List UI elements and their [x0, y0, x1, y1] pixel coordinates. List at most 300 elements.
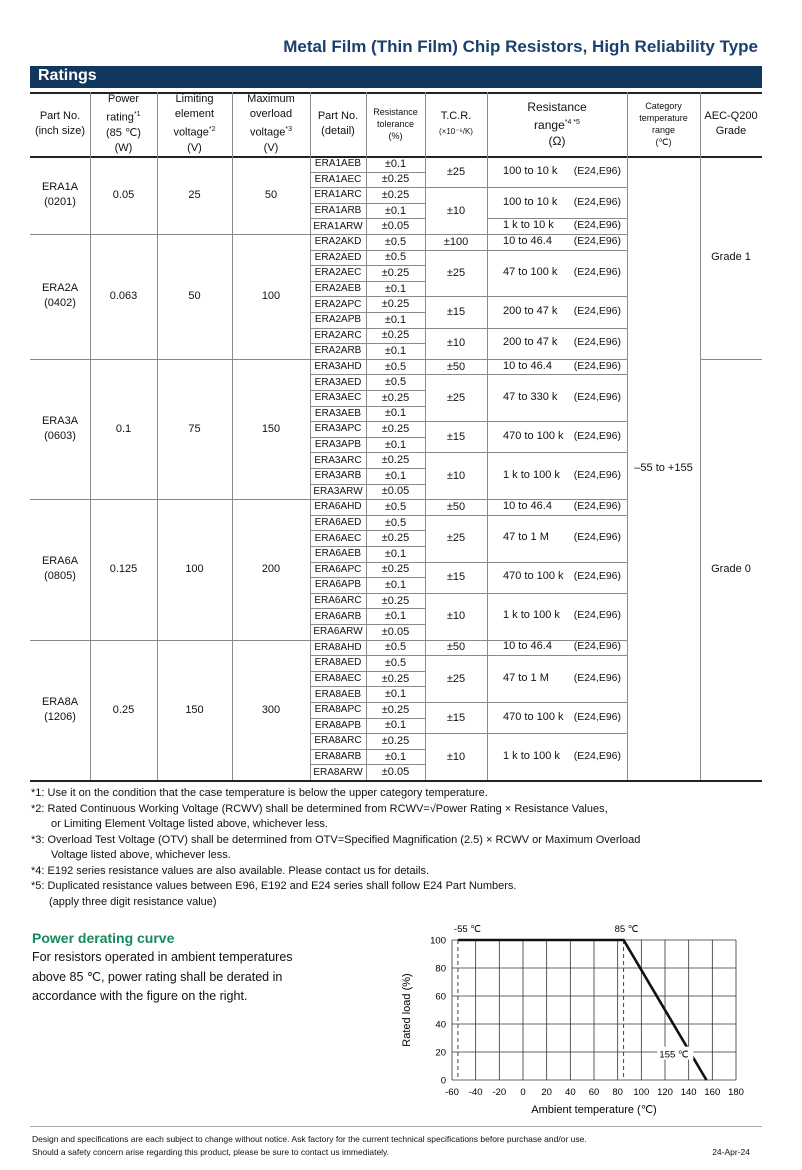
y-tick-label: 0	[440, 1075, 446, 1087]
table-rule	[425, 92, 426, 780]
table-rule	[310, 421, 425, 422]
table-rule	[425, 328, 627, 329]
header-aec-grade: AEC-Q200 Grade	[704, 110, 758, 137]
footnote-line: or Limiting Element Voltage listed above, whichever less.	[51, 818, 328, 830]
part-no: ERA2A	[41, 282, 79, 295]
range-series: (E24,E96)	[573, 749, 621, 762]
annotation-max-temp: 155 ℃	[659, 1049, 689, 1061]
part-no: ERA3A	[41, 414, 79, 427]
tolerance-cell: ±0.1	[384, 438, 407, 451]
range-series: (E24,E96)	[573, 671, 621, 684]
table-rule	[310, 374, 425, 375]
range-series: (E24,E96)	[573, 265, 621, 278]
table-rule	[310, 452, 425, 453]
table-rule	[310, 671, 425, 672]
power-rating-cell: 0.05	[112, 189, 135, 201]
table-rule	[487, 92, 488, 780]
tolerance-cell: ±0.1	[384, 344, 407, 357]
resistance-range-cell	[487, 328, 627, 359]
part-detail-cell: ERA6ARC	[314, 595, 362, 607]
x-axis-label: Ambient temperature (℃)	[531, 1104, 657, 1116]
header-part-detail: Part No. (detail)	[317, 110, 359, 137]
part-detail-cell: ERA8AHD	[314, 641, 362, 653]
part-detail-cell: ERA6APC	[314, 563, 362, 575]
range-series: (E24,E96)	[573, 336, 621, 349]
x-tick-label: 40	[565, 1087, 576, 1098]
range-value: 200 to 47 k	[503, 336, 558, 349]
tolerance-cell: ±0.1	[384, 204, 407, 217]
table-rule	[627, 92, 628, 780]
table-rule	[425, 515, 627, 516]
derating-title: Power derating curve	[32, 930, 175, 946]
table-rule	[310, 343, 425, 344]
y-tick-label: 60	[435, 991, 446, 1003]
resistance-range-cell	[487, 655, 627, 702]
header-tcr: T.C.R. (×10⁻⁶/K)	[439, 110, 473, 136]
table-rule	[310, 406, 425, 407]
table-rule	[310, 733, 425, 734]
x-tick-label: 0	[520, 1087, 526, 1098]
derating-description: For resistors operated in ambient temperatures above 85 ℃, power rating shall be derated in accordance with the figure on the right.	[32, 950, 293, 1003]
tolerance-cell: ±0.05	[381, 766, 410, 779]
table-rule	[425, 187, 627, 188]
tolerance-cell: ±0.1	[384, 578, 407, 591]
tolerance-cell: ±0.25	[381, 454, 410, 467]
x-tick-label: -20	[492, 1087, 507, 1098]
resistance-range-cell	[487, 296, 627, 327]
tolerance-cell: ±0.25	[381, 188, 410, 201]
tcr-cell: ±50	[446, 360, 466, 373]
part-detail-cell: ERA8ARB	[314, 751, 362, 763]
table-rule	[232, 92, 233, 780]
tolerance-cell: ±0.5	[384, 251, 407, 264]
range-value: 47 to 100 k	[503, 265, 558, 278]
category-temp-cell: –55 to +155	[634, 462, 693, 474]
range-series: (E24,E96)	[573, 359, 621, 372]
part-detail-cell: ERA1ARC	[314, 189, 362, 201]
range-value: 1 k to 100 k	[503, 468, 560, 481]
annotation-low-temp: -55 ℃	[453, 924, 481, 935]
tolerance-cell: ±0.25	[381, 703, 410, 716]
table-rule	[310, 718, 425, 719]
range-series: (E24,E96)	[573, 164, 621, 177]
range-value: 1 k to 10 k	[503, 219, 554, 232]
table-rule	[310, 749, 425, 750]
part-detail-cell: ERA6ARW	[313, 626, 363, 638]
tolerance-cell: ±0.25	[381, 298, 410, 311]
tcr-cell: ±15	[446, 711, 466, 724]
part-detail-cell: ERA2APC	[314, 298, 362, 310]
tcr-cell: ±15	[446, 571, 466, 584]
part-size-cell	[30, 359, 90, 499]
header-resistance-range: Resistance range$^{*4 *5}$ (Ω)	[527, 100, 587, 148]
table-rule	[310, 203, 425, 204]
tcr-cell: ±50	[446, 500, 466, 513]
tolerance-cell: ±0.5	[384, 235, 407, 248]
part-detail-cell: ERA6ARB	[314, 610, 362, 622]
table-rule	[310, 624, 425, 625]
tolerance-cell: ±0.1	[384, 610, 407, 623]
range-value: 10 to 46.4	[503, 359, 552, 372]
part-detail-cell: ERA3AEB	[314, 407, 362, 419]
table-rule	[310, 484, 425, 485]
resistance-range-cell	[487, 421, 627, 452]
range-series: (E24,E96)	[573, 570, 621, 583]
power-rating-cell: 0.1	[115, 422, 132, 435]
range-series: (E24,E96)	[573, 640, 621, 653]
part-detail-cell: ERA1ARW	[313, 220, 363, 232]
tcr-cell: ±10	[446, 610, 466, 623]
overload-voltage-cell: 50	[264, 189, 278, 201]
tolerance-cell: ±0.05	[381, 220, 410, 233]
range-series: (E24,E96)	[573, 219, 621, 232]
range-series: (E24,E96)	[573, 195, 621, 208]
resistance-range-cell	[487, 499, 627, 515]
table-rule	[425, 655, 627, 656]
part-size-cell	[30, 234, 90, 359]
overload-voltage-cell: 200	[261, 563, 281, 576]
table-rule	[310, 764, 425, 765]
inch-size: (0805)	[44, 570, 76, 583]
part-detail-cell: ERA3AHD	[314, 361, 362, 373]
part-detail-cell: ERA1ARB	[314, 205, 362, 217]
footer-divider	[30, 1126, 762, 1127]
table-rule	[310, 686, 425, 687]
resistance-range-cell	[487, 359, 627, 375]
inch-size: (0201)	[44, 196, 76, 208]
table-rule	[425, 374, 627, 375]
aec-grade-cell: Grade 1	[711, 251, 751, 264]
tolerance-cell: ±0.1	[384, 719, 407, 732]
x-tick-label: 160	[704, 1087, 721, 1098]
table-rule	[310, 577, 425, 578]
range-series: (E24,E96)	[573, 468, 621, 481]
power-rating-cell: 0.063	[109, 290, 138, 303]
table-rule	[30, 780, 627, 782]
tolerance-cell: ±0.1	[384, 547, 407, 560]
ratings-table	[30, 92, 762, 778]
x-tick-label: -40	[468, 1087, 483, 1098]
part-detail-cell: ERA2AEB	[314, 283, 362, 295]
tolerance-cell: ±0.05	[381, 625, 410, 638]
resistance-range-cell	[487, 156, 627, 187]
part-no: ERA1A	[41, 181, 79, 193]
power-rating-cell: 0.125	[109, 563, 138, 576]
part-detail-cell: ERA6AED	[314, 517, 362, 529]
resistance-range-cell	[487, 234, 627, 250]
derating-chart	[394, 915, 754, 1125]
part-detail-cell: ERA8APB	[314, 719, 362, 731]
range-series: (E24,E96)	[573, 429, 621, 442]
table-rule	[310, 281, 425, 282]
tolerance-cell: ±0.1	[384, 688, 407, 701]
resistance-range-cell	[487, 702, 627, 733]
table-rule	[310, 562, 425, 563]
table-rule	[30, 92, 762, 94]
footnote-line: *1: Use it on the condition that the case temperature is below the upper category temperature.	[31, 787, 488, 799]
range-value: 470 to 100 k	[503, 710, 564, 723]
limiting-voltage-cell: 25	[188, 189, 201, 201]
part-detail-cell: ERA3ARW	[313, 485, 363, 497]
part-detail-cell: ERA8AED	[314, 657, 362, 669]
table-rule	[425, 452, 627, 453]
range-value: 470 to 100 k	[503, 570, 564, 583]
part-detail-cell: ERA1AEB	[314, 158, 362, 170]
table-rule	[310, 515, 425, 516]
tcr-cell: ±10	[446, 204, 466, 217]
aec-grade-cell: Grade 0	[711, 563, 751, 576]
table-rule	[425, 733, 627, 734]
table-rule	[310, 546, 425, 547]
header-tolerance: Resistance tolerance (%)	[373, 107, 418, 141]
part-detail-cell: ERA3APC	[314, 423, 362, 435]
table-rule	[627, 780, 762, 782]
range-value: 100 to 10 k	[503, 164, 558, 177]
table-rule	[310, 655, 425, 656]
resistance-range-cell	[487, 640, 627, 656]
table-rule	[310, 390, 425, 391]
tcr-cell: ±50	[446, 641, 466, 654]
y-tick-label: 100	[430, 935, 446, 947]
tolerance-cell: ±0.1	[384, 282, 407, 295]
tolerance-cell: ±0.5	[384, 516, 407, 529]
table-rule	[310, 468, 425, 469]
resistance-range-cell	[487, 452, 627, 499]
part-detail-cell: ERA2AEC	[314, 267, 362, 279]
part-detail-cell: ERA6AEB	[314, 548, 362, 560]
table-rule	[310, 593, 425, 594]
part-detail-cell: ERA8APC	[314, 704, 362, 716]
footnotes	[31, 786, 771, 910]
tcr-cell: ±10	[446, 469, 466, 482]
section-title: Ratings	[38, 67, 97, 84]
table-rule	[310, 312, 425, 313]
part-detail-cell: ERA2ARC	[314, 329, 362, 341]
table-rule	[425, 702, 627, 703]
part-detail-cell: ERA6AHD	[314, 501, 362, 513]
table-rule	[425, 562, 627, 563]
tolerance-cell: ±0.25	[381, 266, 410, 279]
power-rating-cell: 0.25	[112, 703, 135, 716]
table-rule	[425, 593, 627, 594]
tcr-cell: ±100	[443, 235, 469, 248]
part-detail-cell: ERA3ARC	[314, 454, 362, 466]
part-detail-cell: ERA3ARB	[314, 470, 362, 482]
x-tick-label: 20	[541, 1087, 552, 1098]
range-value: 1 k to 100 k	[503, 609, 560, 622]
x-tick-label: 180	[728, 1087, 744, 1098]
resistance-range-cell	[487, 562, 627, 593]
tcr-cell: ±25	[446, 266, 466, 279]
tcr-cell: ±10	[446, 337, 466, 350]
range-value: 470 to 100 k	[503, 429, 564, 442]
table-rule	[366, 92, 367, 780]
footnote-line: *2: Rated Continuous Working Voltage (RCWV) shall be determined from RCWV=√Power Rating × Resistance Values,	[31, 802, 608, 815]
limiting-voltage-cell: 75	[188, 422, 201, 435]
tolerance-cell: ±0.25	[381, 173, 410, 186]
limiting-voltage-cell: 150	[185, 703, 204, 716]
part-detail-cell: ERA1AEC	[314, 173, 362, 185]
x-tick-label: 120	[657, 1087, 673, 1098]
range-series: (E24,E96)	[573, 531, 621, 544]
part-detail-cell: ERA6AEC	[314, 532, 362, 544]
table-rule	[310, 608, 425, 609]
tcr-cell: ±25	[446, 672, 466, 685]
table-rule	[90, 92, 91, 780]
range-value: 1 k to 100 k	[503, 749, 560, 762]
range-value: 10 to 46.4	[503, 640, 552, 653]
part-detail-cell: ERA3AED	[314, 376, 362, 388]
limiting-voltage-cell: 50	[188, 290, 201, 303]
tolerance-cell: ±0.1	[384, 469, 407, 482]
tolerance-cell: ±0.5	[384, 360, 407, 373]
header-category-temp: Category temperature range (℃)	[639, 101, 688, 147]
table-rule	[310, 92, 311, 780]
range-value: 10 to 46.4	[503, 234, 552, 247]
footer-line-1: Design and specifications are each subject to change without notice. Ask factory for the current technical specifications before purchase and/or use.	[32, 1134, 587, 1144]
annotation-knee-temp: 85 ℃	[614, 924, 639, 935]
inch-size: (0402)	[44, 297, 76, 310]
table-rule	[310, 702, 425, 703]
tolerance-cell: ±0.5	[384, 376, 407, 389]
tcr-cell: ±25	[446, 532, 466, 545]
resistance-range-cell	[487, 515, 627, 562]
tolerance-cell: ±0.25	[381, 594, 410, 607]
overload-voltage-cell: 150	[261, 422, 281, 435]
x-tick-label: 80	[612, 1087, 623, 1098]
range-series: (E24,E96)	[573, 609, 621, 622]
range-value: 10 to 46.4	[503, 499, 552, 512]
range-series: (E24,E96)	[573, 304, 621, 317]
part-detail-cell: ERA6APB	[314, 579, 362, 591]
tcr-cell: ±25	[446, 165, 466, 178]
tolerance-cell: ±0.25	[381, 734, 410, 747]
resistance-range-cell	[487, 374, 627, 421]
resistance-range-cell	[487, 250, 627, 297]
tolerance-cell: ±0.25	[381, 391, 410, 404]
tolerance-cell: ±0.5	[384, 641, 407, 654]
range-value: 47 to 330 k	[503, 390, 558, 403]
header-limiting-voltage: Limiting element voltage$^{*2}$ (V)	[173, 93, 216, 154]
footnote-line: Voltage listed above, whichever less.	[51, 849, 231, 861]
tolerance-cell: ±0.05	[381, 485, 410, 498]
footnote-line: *4: E192 series resistance values are also available. Please contact us for details.	[31, 864, 430, 877]
resistance-range-cell	[487, 593, 627, 640]
y-axis-label: Rated load (%)	[401, 973, 413, 1047]
part-detail-cell: ERA8ARC	[314, 735, 362, 747]
part-detail-cell: ERA2APB	[314, 314, 362, 326]
tolerance-cell: ±0.25	[381, 672, 410, 685]
part-detail-cell: ERA8AEC	[314, 673, 362, 685]
part-size-cell	[30, 156, 90, 234]
range-series: (E24,E96)	[573, 234, 621, 247]
footer	[32, 1133, 762, 1159]
tolerance-cell: ±0.25	[381, 422, 410, 435]
table-rule	[310, 265, 425, 266]
part-detail-cell: ERA2ARB	[314, 345, 362, 357]
part-detail-cell: ERA2AKD	[314, 236, 362, 248]
x-tick-label: 140	[680, 1087, 697, 1098]
table-rule	[310, 187, 425, 188]
tcr-cell: ±10	[446, 750, 466, 763]
table-rule	[310, 218, 425, 219]
part-no: ERA8A	[41, 695, 79, 708]
y-tick-label: 40	[435, 1019, 446, 1031]
table-rule	[310, 530, 425, 531]
tolerance-cell: ±0.25	[381, 532, 410, 545]
overload-voltage-cell: 300	[261, 703, 281, 716]
overload-voltage-cell: 100	[261, 290, 281, 303]
limiting-voltage-cell: 100	[185, 563, 204, 576]
range-series: (E24,E96)	[573, 499, 621, 512]
part-detail-cell: ERA8ARW	[313, 766, 363, 778]
part-detail-cell: ERA2AED	[314, 251, 362, 263]
range-value: 47 to 1 M	[503, 671, 549, 684]
document-title: Metal Film (Thin Film) Chip Resistors, High Reliability Type	[283, 37, 758, 56]
footnote-line: *3: Overload Test Voltage (OTV) shall be determined from OTV=Specified Magnification (2.5) × RCWV or Maximum Overload	[31, 833, 641, 846]
range-series: (E24,E96)	[573, 390, 621, 403]
tcr-cell: ±15	[446, 430, 466, 443]
table-rule	[310, 328, 425, 329]
tolerance-cell: ±0.1	[384, 313, 407, 326]
header-part-no: Part No. (inch size)	[34, 110, 86, 137]
range-value: 200 to 47 k	[503, 304, 558, 317]
tolerance-cell: ±0.1	[384, 750, 407, 763]
table-rule	[425, 421, 627, 422]
tcr-cell: ±15	[446, 305, 466, 318]
x-tick-label: 60	[588, 1087, 600, 1098]
inch-size: (1206)	[44, 710, 76, 723]
part-size-cell	[30, 640, 90, 780]
header-overload-voltage: Maximum overload voltage$^{*3}$ (V)	[247, 93, 295, 154]
range-series: (E24,E96)	[573, 710, 621, 723]
part-detail-cell: ERA3AEC	[314, 392, 362, 404]
part-no: ERA6A	[41, 555, 79, 568]
inch-size: (0603)	[44, 429, 76, 442]
tolerance-cell: ±0.25	[381, 329, 410, 342]
table-rule	[157, 92, 158, 780]
table-rule	[310, 296, 425, 297]
tcr-cell: ±25	[446, 391, 466, 404]
table-rule	[425, 250, 627, 251]
section-band	[30, 66, 762, 88]
y-tick-label: 20	[435, 1047, 446, 1059]
range-value: 47 to 1 M	[503, 531, 549, 544]
table-rule	[310, 437, 425, 438]
table-rule	[425, 296, 627, 297]
tolerance-cell: ±0.25	[381, 563, 410, 576]
range-value: 100 to 10 k	[503, 195, 558, 208]
resistance-range-cell	[487, 218, 627, 234]
table-rule	[487, 218, 627, 219]
footnote-line: (apply three digit resistance value)	[49, 895, 217, 908]
part-detail-cell: ERA8AEB	[314, 688, 362, 700]
table-rule	[700, 92, 701, 780]
part-detail-cell: ERA3APB	[314, 439, 362, 451]
table-rule	[700, 359, 762, 360]
footer-line-2: Should a safety concern arise regarding this product, please be sure to contact us immediately.	[32, 1147, 390, 1157]
x-tick-label: 100	[633, 1087, 650, 1098]
table-rule	[310, 250, 425, 251]
footer-date: 24-Apr-24	[712, 1147, 750, 1157]
tolerance-cell: ±0.1	[384, 157, 407, 170]
header-power-rating: Power rating$^{*1}$ (85 ℃) (W)	[106, 93, 141, 154]
tolerance-cell: ±0.1	[384, 407, 407, 420]
x-tick-label: -60	[445, 1087, 459, 1098]
tolerance-cell: ±0.5	[384, 656, 407, 669]
resistance-range-cell	[487, 187, 627, 218]
tolerance-cell: ±0.5	[384, 500, 407, 513]
